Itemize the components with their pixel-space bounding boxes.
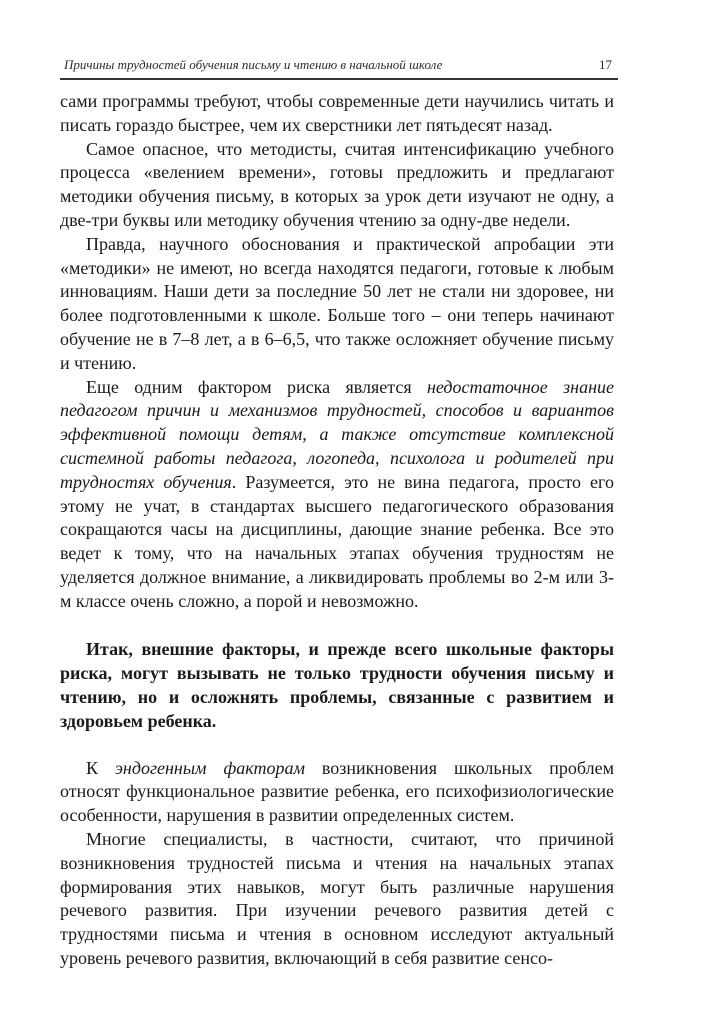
paragraph-3: Правда, научного обоснования и практической апробации эти «методики» не имеют, но всегда находятся педагоги, готовые к любым инновациям. Наши дети за последние 50 лет не стали ни здоровее, ни более подготовленными к школе. Больше того – они теперь начинают обучение не в 7–8 лет, а в 6–6,5, что также осложняет обучение письму и чтению. [60, 233, 614, 373]
header-title: Причины трудностей обучения письму и чтению в начальной школе [64, 57, 443, 72]
paragraph-5-end: возникновения школьных проблем относят функциональное развитие ребенка, его психофизиологические особенности, нарушения в развитии определенных систем. [60, 757, 614, 826]
paragraph-6: Многие специалисты, в частности, считают, что причиной возникновения трудностей письма и чтения на начальных этапах формирования этих навыков, могут быть различные нарушения речевого развития. При изучении речевого развития детей с трудностями письма и чтения в основном исследуют актуальный уровень речевого развития, включающий в себя развитие сенсо- [60, 828, 614, 968]
paragraph-5-start: К [86, 757, 115, 778]
paragraph-4-end: . Разумеется, это не вина педагога, просто его этому не учат, в стандартах высшего педагогического образования сокращаются часы на дисциплины, дающие знание ребенка. Все это ведет к тому, что на начальных этапах обучения трудностям не уделяется должное внимание, а ликвидировать проблемы во 2-м или 3-м классе очень сложно, а порой и невозможно. [60, 471, 614, 611]
paragraph-5-italic: эндогенным факторам [114, 757, 305, 778]
paragraph-1: сами программы требуют, чтобы современные дети научились читать и писать гораздо быстрее, чем их сверстники лет пятьдесят назад. [60, 91, 614, 135]
paragraph-5 [60, 757, 614, 828]
header-rule [60, 78, 618, 80]
paragraph-4-start: Еще одним фактором риска является [86, 376, 427, 397]
body-text [60, 90, 614, 971]
page-number: 17 [599, 57, 612, 72]
paragraph-4 [60, 376, 614, 614]
paragraph-2: Самое опасное, что методисты, считая интенсификацию учебного процесса «велением времени», готовы предложить и предлагают методики обучения письму, в которых за урок дети изучают не одну, а две-три буквы или методику обучения чтению за одну-две недели. [60, 138, 614, 230]
paragraph-4-italic: недостаточное знание педагогом причин и механизмов трудностей, способов и вариантов эффективной помощи детям, а также отсутствие комплексной системной работы педагога, логопеда, психолога и родителей при трудностях обучения [60, 376, 614, 492]
running-header [60, 52, 616, 78]
conclusion-paragraph: Итак, внешние факторы, и прежде всего школьные факторы риска, могут вызывать не только трудности обучения письму и чтению, но и осложнять проблемы, связанные с развитием и здоровьем ребенка. [60, 638, 614, 731]
